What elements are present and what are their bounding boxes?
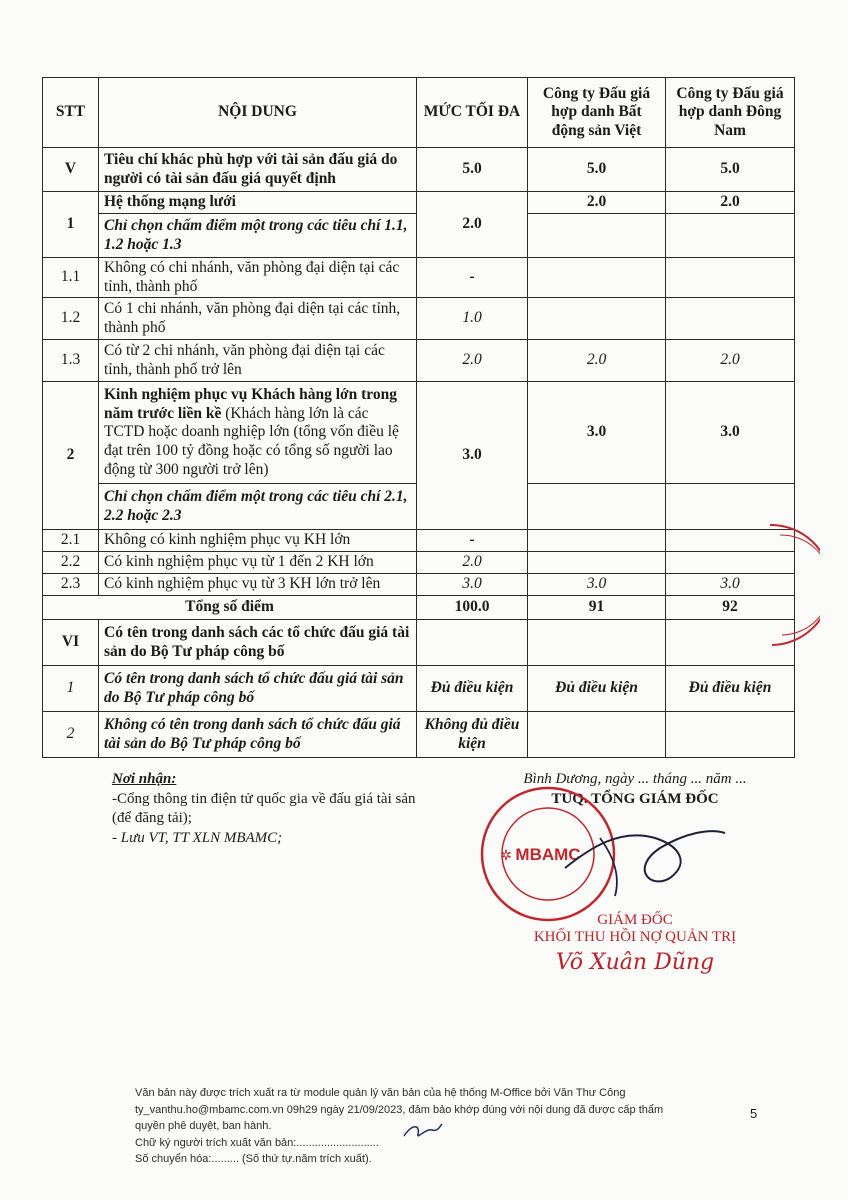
- row-stt: 1.1: [43, 258, 99, 298]
- header-company-1: Công ty Đấu giá hợp danh Bất động sản Việt: [528, 78, 666, 148]
- signer-block: [470, 912, 800, 975]
- row-max: 2.0: [417, 192, 528, 258]
- extractor-signature: [402, 1120, 444, 1142]
- total-row: [43, 596, 795, 620]
- table-row: [43, 382, 795, 484]
- row-company-1: 3.0: [528, 574, 666, 596]
- page-number: 5: [750, 1106, 758, 1121]
- stamp-star-icon: ✲: [500, 848, 512, 864]
- recipient-line: -Cổng thông tin điện tử quốc gia về đấu giá tài sản: [112, 790, 416, 807]
- table-row: [43, 148, 795, 192]
- table-row: [43, 712, 795, 758]
- header-max: MỨC TỐI ĐA: [417, 78, 528, 148]
- row-stt: 1: [43, 666, 99, 712]
- header-stt: STT: [43, 78, 99, 148]
- row-company-2: 3.0: [666, 574, 795, 596]
- header-company-2: Công ty Đấu giá hợp danh Đông Nam: [666, 78, 795, 148]
- row-max: Đủ điều kiện: [417, 666, 528, 712]
- row-stt: 2.3: [43, 574, 99, 596]
- side-stamp-fragment: [760, 520, 820, 650]
- note-line: ty_vanthu.ho@mbamc.com.vn 09h29 ngày 21/09/2023, đảm bảo khớp đúng với nội dung đã được cấp thẩm: [135, 1103, 664, 1116]
- row-stt: 1: [43, 192, 99, 258]
- row-company-2: 5.0: [666, 148, 795, 192]
- row-stt: VI: [43, 620, 99, 666]
- date-line: Bình Dương, ngày ... tháng ... năm ...: [523, 771, 747, 787]
- row-company-2: [666, 712, 795, 758]
- row-content: Chỉ chọn chấm điểm một trong các tiêu chí 1.1, 1.2 hoặc 1.3: [99, 214, 417, 258]
- recipients-block: [112, 770, 492, 848]
- row-company-1: [528, 530, 666, 552]
- table-row: [43, 530, 795, 552]
- recipients-title: Nơi nhận:: [112, 771, 177, 787]
- note-line: quyền phê duyệt, ban hành.: [135, 1120, 272, 1132]
- row-company-1: [528, 258, 666, 298]
- row-content: Không có tên trong danh sách tổ chức đấu giá tài sản do Bộ Tư pháp công bố: [99, 712, 417, 758]
- row-company-2: [666, 298, 795, 340]
- row-content: Chỉ chọn chấm điểm một trong các tiêu chí 2.1, 2.2 hoặc 2.3: [99, 484, 417, 530]
- header-content: NỘI DUNG: [99, 78, 417, 148]
- row-content: Có tên trong danh sách tổ chức đấu giá tài sản do Bộ Tư pháp công bố: [99, 666, 417, 712]
- row-company-1: 2.0: [528, 340, 666, 382]
- row-content: Có kinh nghiệm phục vụ từ 3 KH lớn trở lên: [99, 574, 417, 596]
- row-company-1: [528, 214, 666, 258]
- note-line: Chữ ký người trích xuất văn bản:...........................: [135, 1136, 379, 1149]
- row-content-rest: (Khách hàng lớn là các TCTD hoặc doanh nghiệp lớn (tổng vốn điều lệ đạt trên 100 tỷ đồng hoặc có tổng số người lao động từ 300 người trở lên): [104, 404, 399, 478]
- row-content: [99, 382, 417, 484]
- score-table: [42, 77, 795, 758]
- row-max: [417, 620, 528, 666]
- signer-position: GIÁM ĐỐC: [597, 912, 673, 928]
- table-row: [43, 666, 795, 712]
- table-row: [43, 192, 795, 214]
- row-stt: 2: [43, 382, 99, 530]
- table-row: [43, 552, 795, 574]
- row-stt: 2.1: [43, 530, 99, 552]
- row-max: -: [417, 258, 528, 298]
- handwritten-signature: [560, 808, 730, 898]
- signer-name: Võ Xuân Dũng: [555, 950, 715, 975]
- row-max: 3.0: [417, 574, 528, 596]
- row-max: 2.0: [417, 552, 528, 574]
- table-row: [43, 298, 795, 340]
- table-row: [43, 574, 795, 596]
- total-max: 100.0: [417, 596, 528, 620]
- row-company-1: [528, 298, 666, 340]
- row-company-1: [528, 484, 666, 530]
- row-max: 3.0: [417, 382, 528, 530]
- row-max: 1.0: [417, 298, 528, 340]
- row-max: -: [417, 530, 528, 552]
- total-company-1: 91: [528, 596, 666, 620]
- table-row: [43, 620, 795, 666]
- table-row: [43, 258, 795, 298]
- row-content: Có kinh nghiệm phục vụ từ 1 đến 2 KH lớn: [99, 552, 417, 574]
- row-company-2: 3.0: [666, 382, 795, 484]
- total-company-2: 92: [666, 596, 795, 620]
- row-stt: V: [43, 148, 99, 192]
- row-max: Không đủ điều kiện: [417, 712, 528, 758]
- table-row: [43, 340, 795, 382]
- row-content: Hệ thống mạng lưới: [99, 192, 417, 214]
- row-stt: 1.3: [43, 340, 99, 382]
- row-content: Có tên trong danh sách các tổ chức đấu giá tài sản do Bộ Tư pháp công bố: [99, 620, 417, 666]
- row-company-1: 5.0: [528, 148, 666, 192]
- row-company-1: [528, 552, 666, 574]
- row-content-bold: Kinh nghiệm phục vụ Khách hàng lớn trong năm trước liền kề: [104, 386, 397, 422]
- row-max: 2.0: [417, 340, 528, 382]
- row-company-1: 2.0: [528, 192, 666, 214]
- note-line: Văn bản này được trích xuất ra từ module quản lý văn bản của hệ thống M-Office bởi Văn Thư Công: [135, 1087, 626, 1099]
- recipient-line: (để đăng tải);: [112, 810, 192, 826]
- row-company-2: [666, 258, 795, 298]
- row-company-1: Đủ điều kiện: [528, 666, 666, 712]
- note-line: Số chuyển hóa:......... (Số thứ tự.năm trích xuất).: [135, 1153, 372, 1165]
- total-label: Tổng số điểm: [43, 596, 417, 620]
- row-stt: 2.2: [43, 552, 99, 574]
- stamp-logo-text: MBAMC: [515, 845, 581, 864]
- row-stt: 1.2: [43, 298, 99, 340]
- row-max: 5.0: [417, 148, 528, 192]
- row-company-1: 3.0: [528, 382, 666, 484]
- row-content: Không có kinh nghiệm phục vụ KH lớn: [99, 530, 417, 552]
- row-company-2: 2.0: [666, 192, 795, 214]
- row-stt: 2: [43, 712, 99, 758]
- authority-title: TUQ. TỔNG GIÁM ĐỐC: [551, 790, 719, 807]
- row-company-1: [528, 620, 666, 666]
- row-company-2: [666, 214, 795, 258]
- row-content: Tiêu chí khác phù hợp với tài sản đấu giá do người có tài sản đấu giá quyết định: [99, 148, 417, 192]
- table-header-row: [43, 78, 795, 148]
- row-content: Có 1 chi nhánh, văn phòng đại diện tại các tỉnh, thành phố: [99, 298, 417, 340]
- row-content: Có từ 2 chi nhánh, văn phòng đại diện tại các tỉnh, thành phố trở lên: [99, 340, 417, 382]
- row-company-2: Đủ điều kiện: [666, 666, 795, 712]
- signer-department: KHỐI THU HỒI NỢ QUẢN TRỊ: [533, 929, 737, 945]
- row-content: Không có chi nhánh, văn phòng đại diện tại các tỉnh, thành phố: [99, 258, 417, 298]
- recipient-line: - Lưu VT, TT XLN MBAMC;: [112, 829, 283, 846]
- row-company-2: 2.0: [666, 340, 795, 382]
- row-company-1: [528, 712, 666, 758]
